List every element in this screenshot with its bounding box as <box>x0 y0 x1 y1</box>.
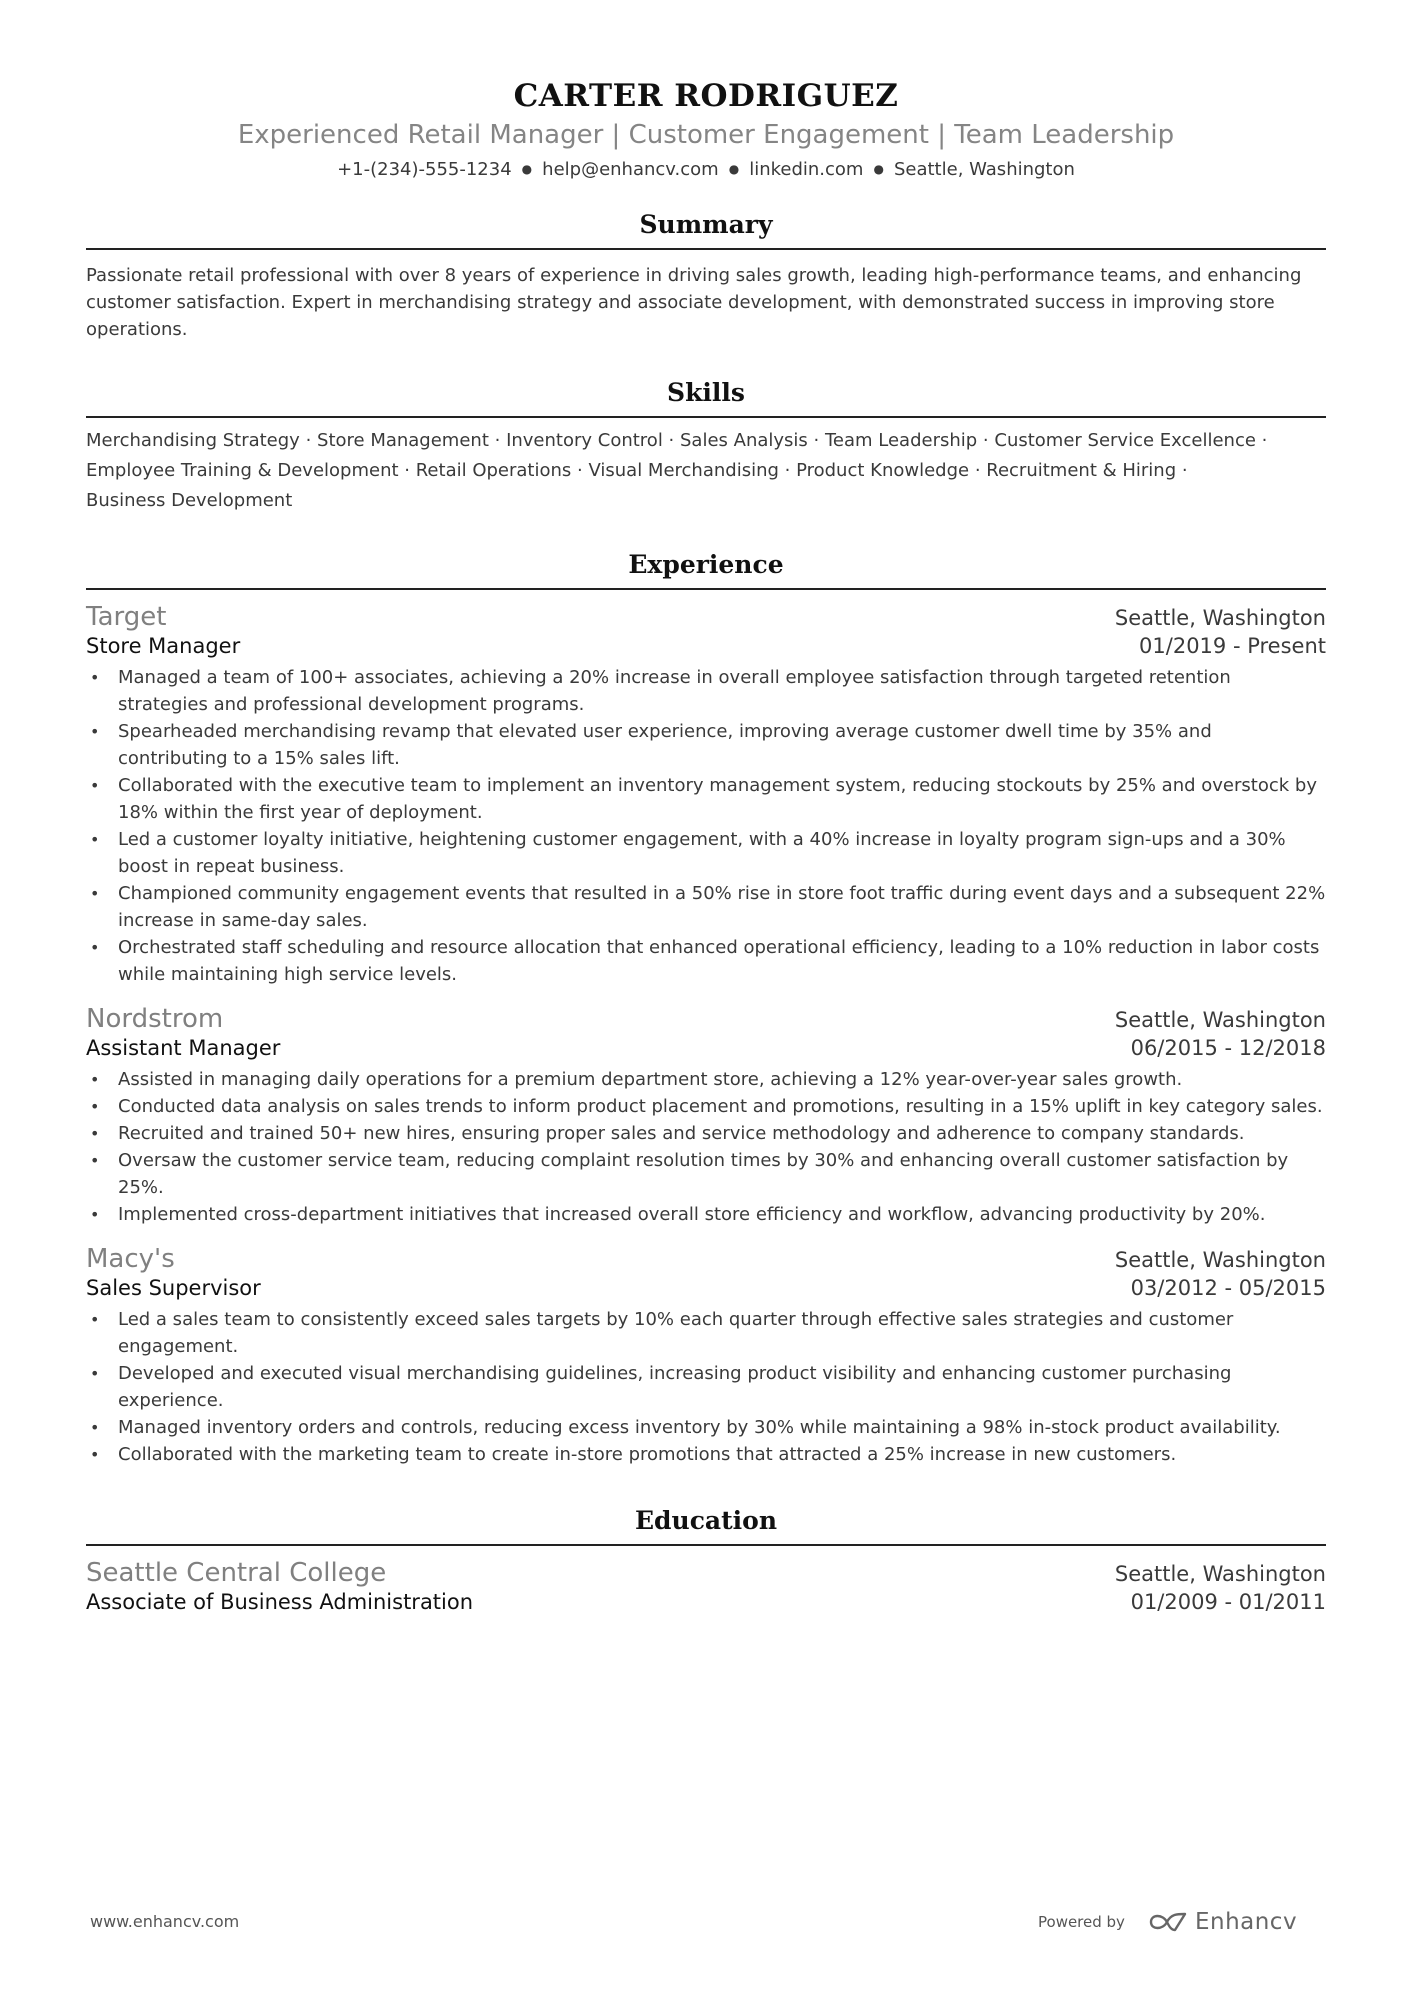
job-title: Assistant Manager <box>86 1036 281 1060</box>
achievement-bullet: • Led a sales team to consistently exceed sales targets by 10% each quarter through effective sales strategies and customer engagement. <box>86 1306 1326 1360</box>
achievement-bullet: • Collaborated with the executive team to implement an inventory management system, reducing stockouts by 25% and overstock by 18% within the first year of deployment. <box>86 772 1326 826</box>
degree: Associate of Business Administration <box>86 1590 474 1614</box>
skill-item: Merchandising Strategy <box>86 430 300 451</box>
school-name: Seattle Central College <box>86 1558 387 1588</box>
experience-section <box>86 550 1326 1468</box>
job-dates: 01/2019 - Present <box>1139 634 1326 658</box>
achievement-bullet: • Conducted data analysis on sales trends to inform product placement and promotions, resulting in a 15% uplift in key category sales. <box>86 1093 1326 1120</box>
separator-dot: ● <box>728 162 740 176</box>
section-title-skills: Skills <box>86 378 1326 418</box>
skill-item: Team Leadership <box>824 430 978 451</box>
separator-dot: ● <box>873 162 884 176</box>
skill-item: Visual Merchandising <box>588 460 779 481</box>
candidate-name: CARTER RODRIGUEZ <box>513 78 899 114</box>
job-dates: 03/2012 - 05/2015 <box>1130 1276 1326 1300</box>
achievement-bullet: • Managed inventory orders and controls, reducing excess inventory by 30% while maintaining a 98% in-stock product availability. <box>86 1414 1326 1441</box>
skill-item: Retail Operations <box>415 460 572 481</box>
achievement-bullet: • Oversaw the customer service team, reducing complaint resolution times by 30% and enhancing overall customer satisfaction by 25%. <box>86 1147 1326 1201</box>
section-title-experience: Experience <box>86 550 1326 590</box>
achievement-list <box>86 1306 1326 1468</box>
job-location: Seattle, Washington <box>1114 1008 1326 1032</box>
email-link[interactable]: help@enhancv.com <box>542 159 719 180</box>
experience-entry <box>86 1244 1326 1468</box>
skills-list: Merchandising Strategy · Store Management · Inventory Control · Sales Analysis · Team Leadership · Customer Service Excellence · Employee Training & Development · Retail Operations · Visual Merchandising · Product Knowledge · Recruitment & Hiring · Business Development <box>86 430 1268 511</box>
brand-name: Enhancv <box>1194 1909 1298 1935</box>
contact-line <box>86 159 1326 180</box>
headline: Experienced Retail Manager | Customer Engagement | Team Leadership <box>237 120 1175 150</box>
skill-item: Store Management <box>317 430 489 451</box>
brand-logo <box>1147 1909 1297 1935</box>
skills-section <box>86 378 1326 516</box>
education-section <box>86 1506 1326 1614</box>
linkedin-link[interactable]: linkedin.com <box>749 159 864 180</box>
skill-item: Product Knowledge <box>796 460 970 481</box>
job-title: Sales Supervisor <box>86 1276 261 1300</box>
skill-item: Business Development <box>86 490 293 511</box>
achievement-bullet: • Spearheaded merchandising revamp that elevated user experience, improving average customer dwell time by 35% and contributing to a 15% sales lift. <box>86 718 1326 772</box>
powered-by-label: Powered by <box>1038 1913 1125 1931</box>
company-name: Nordstrom <box>86 1004 224 1034</box>
experience-entry <box>86 602 1326 988</box>
section-title-summary: Summary <box>86 210 1326 250</box>
separator-dot: ● <box>521 162 533 176</box>
achievement-bullet: • Recruited and trained 50+ new hires, ensuring proper sales and service methodology and adherence to company standards. <box>86 1120 1326 1147</box>
achievement-bullet: • Assisted in managing daily operations for a premium department store, achieving a 12% year-over-year sales growth. <box>86 1066 1326 1093</box>
enhancv-logo-icon <box>1147 1910 1189 1934</box>
achievement-bullet: • Collaborated with the marketing team to create in-store promotions that attracted a 25% increase in new customers. <box>86 1441 1326 1468</box>
skill-item: Employee Training & Development <box>86 460 399 481</box>
contact-location: Seattle, Washington <box>893 159 1075 180</box>
job-title: Store Manager <box>86 634 241 658</box>
experience-entry <box>86 1004 1326 1228</box>
job-location: Seattle, Washington <box>1114 1248 1326 1272</box>
skill-item: Recruitment & Hiring <box>986 460 1177 481</box>
skill-item: Inventory Control <box>506 430 663 451</box>
company-name: Target <box>86 602 167 632</box>
footer-url-link[interactable]: www.enhancv.com <box>90 1912 240 1931</box>
achievement-bullet: • Implemented cross-department initiatives that increased overall store efficiency and workflow, advancing productivity by 20%. <box>86 1201 1326 1228</box>
powered-by[interactable] <box>1038 1909 1297 1935</box>
education-dates: 01/2009 - 01/2011 <box>1130 1590 1326 1614</box>
job-dates: 06/2015 - 12/2018 <box>1130 1036 1326 1060</box>
achievement-bullet: • Managed a team of 100+ associates, achieving a 20% increase in overall employee satisfaction through targeted retention strategies and professional development programs. <box>86 664 1326 718</box>
achievement-bullet: • Led a customer loyalty initiative, heightening customer engagement, with a 40% increase in loyalty program sign-ups and a 30% boost in repeat business. <box>86 826 1326 880</box>
skill-item: Sales Analysis <box>680 430 808 451</box>
skill-item: Customer Service Excellence <box>994 430 1256 451</box>
achievement-bullet: • Developed and executed visual merchandising guidelines, increasing product visibility and enhancing customer purchasing experience. <box>86 1360 1326 1414</box>
resume-page <box>86 0 1326 1614</box>
summary-text: Passionate retail professional with over 8 years of experience in driving sales growth, leading high-performance teams, and enhancing customer satisfaction. Expert in merchandising strategy and associate development, with demonstrated success in improving store operations. <box>86 265 1302 340</box>
achievement-bullet: • Championed community engagement events that resulted in a 50% rise in store foot traffic during event days and a subsequent 22% increase in same-day sales. <box>86 880 1326 934</box>
achievement-list <box>86 1066 1326 1228</box>
school-location: Seattle, Washington <box>1114 1562 1326 1586</box>
education-entry <box>86 1558 1326 1614</box>
summary-section <box>86 210 1326 343</box>
job-location: Seattle, Washington <box>1114 606 1326 630</box>
phone[interactable]: +1-(234)-555-1234 <box>337 159 512 180</box>
achievement-list <box>86 664 1326 988</box>
achievement-bullet: • Orchestrated staff scheduling and resource allocation that enhanced operational efficiency, leading to a 10% reduction in labor costs while maintaining high service levels. <box>86 934 1326 988</box>
section-title-education: Education <box>86 1506 1326 1546</box>
company-name: Macy's <box>86 1244 175 1274</box>
